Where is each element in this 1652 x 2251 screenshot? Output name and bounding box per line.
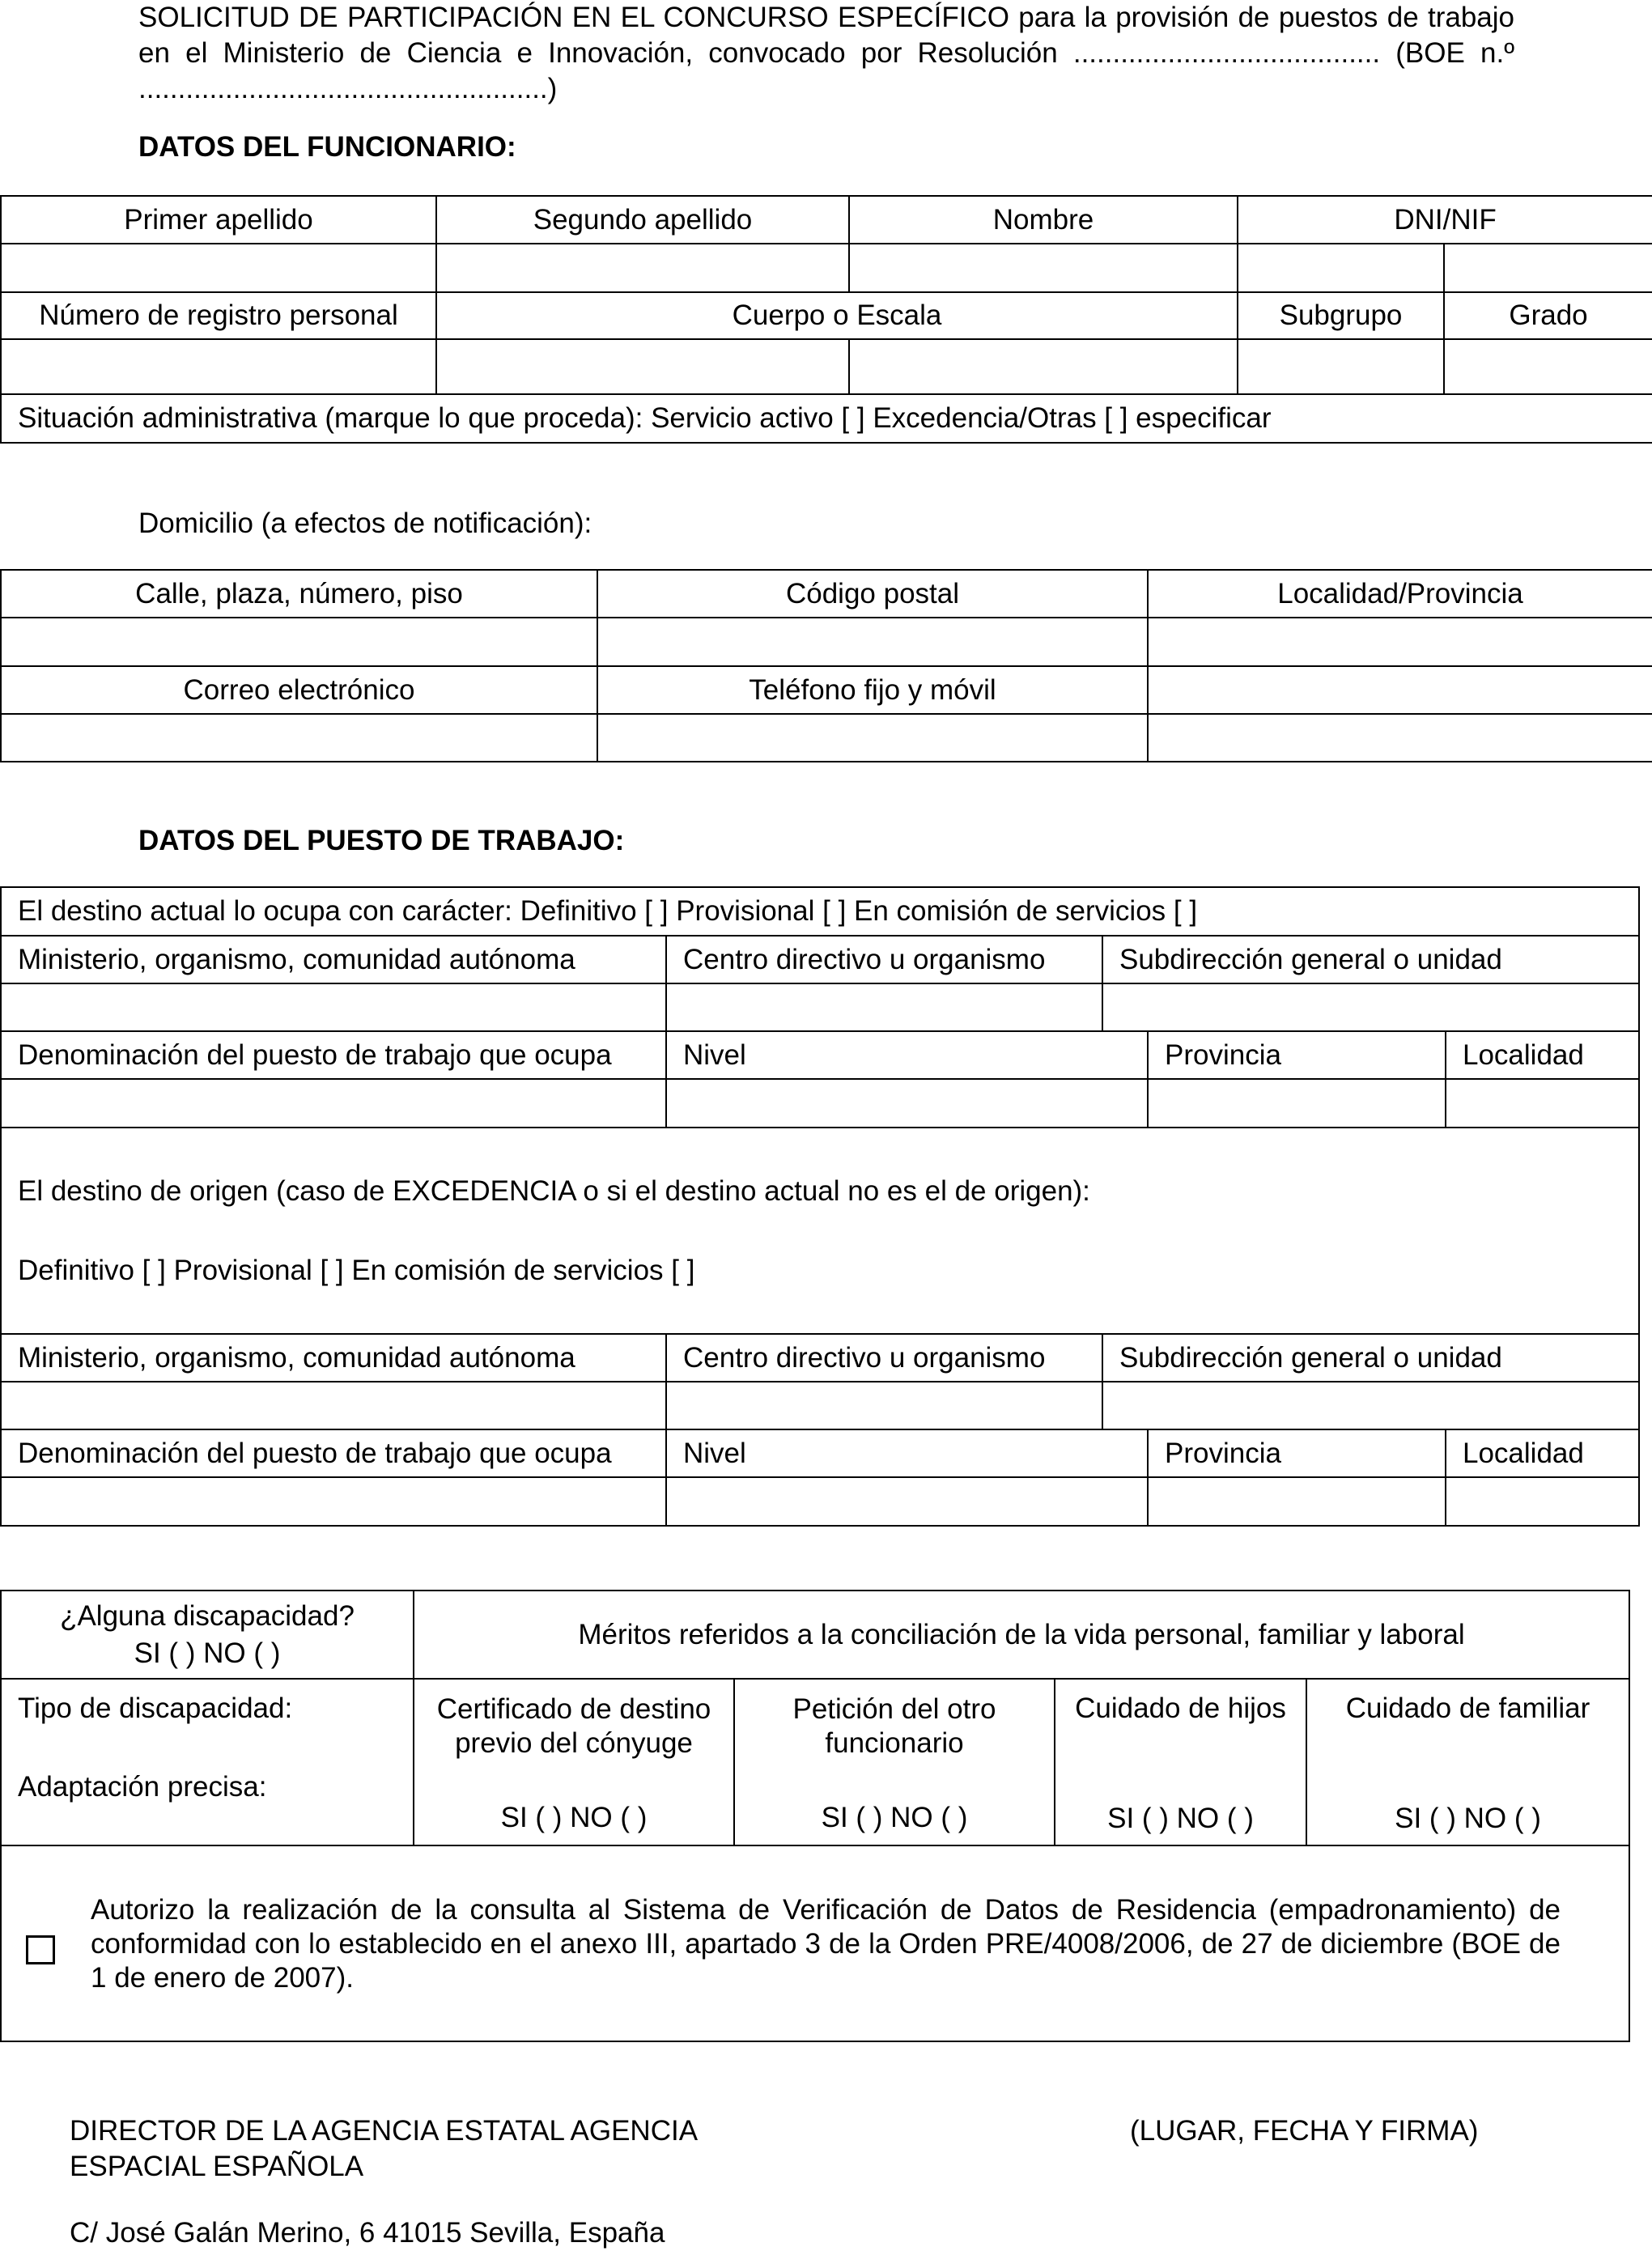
peticion-label: Petición del otro funcionario (792, 1693, 996, 1759)
discapacidad-question: ¿Alguna discapacidad? (60, 1599, 355, 1632)
localidad-label: Localidad/Provincia (1148, 570, 1652, 618)
nivel-label: Nivel (666, 1031, 1148, 1079)
certificado-cell (414, 1679, 734, 1845)
origen-nivel-field[interactable] (666, 1477, 1148, 1526)
discapacidad-sino[interactable]: SI ( ) NO ( ) (134, 1637, 281, 1669)
localidad-field[interactable] (1446, 1079, 1639, 1128)
origen-centro-label: Centro directivo u organismo (666, 1334, 1102, 1382)
discapacidad-cell (1, 1591, 414, 1679)
origen-provincia-label: Provincia (1148, 1429, 1446, 1477)
origen-ministerio-label: Ministerio, organismo, comunidad autónoma (1, 1334, 666, 1382)
segundo-apellido-label: Segundo apellido (436, 196, 849, 244)
domicilio-empty-cell[interactable] (1148, 666, 1652, 714)
meritos-title: Méritos referidos a la conciliación de la vida personal, familiar y laboral (414, 1591, 1629, 1679)
extra-field[interactable] (1148, 714, 1652, 762)
registro-label: Número de registro personal (1, 292, 436, 339)
heading-domicilio: Domicilio (a efectos de notificación): (138, 508, 592, 539)
origen-block (1, 1128, 1639, 1334)
calle-field[interactable] (1, 618, 597, 666)
cuerpo-field-a[interactable] (436, 339, 849, 394)
situacion-row: Situación administrativa (marque lo que proceda): Servicio activo [ ] Excedencia/Otras [ ] especificar (1, 394, 1652, 443)
segundo-apellido-field[interactable] (436, 244, 849, 292)
hijos-label: Cuidado de hijos (1075, 1692, 1286, 1724)
telefono-label: Teléfono fijo y móvil (597, 666, 1148, 714)
localidad-label: Localidad (1446, 1031, 1639, 1079)
origen-localidad-field[interactable] (1446, 1477, 1639, 1526)
funcionario-table (0, 195, 1652, 444)
puesto-table (0, 886, 1640, 1527)
cuerpo-field-b[interactable] (849, 339, 1238, 394)
grado-field[interactable] (1444, 339, 1652, 394)
ministerio-field[interactable] (1, 983, 666, 1031)
hijos-sino[interactable]: SI ( ) NO ( ) (1107, 1803, 1254, 1834)
origen-localidad-label: Localidad (1446, 1429, 1639, 1477)
subdireccion-label: Subdirección general o unidad (1102, 936, 1639, 983)
direccion-text: C/ José Galán Merino, 6 41015 Sevilla, España (70, 2217, 665, 2249)
autorizacion-text: Autorizo la realización de la consulta al Sistema de Verificación de Datos de Residencia (empadronamiento) de conformidad con lo establecido en el anexo III, apartado 3 de la Orden PRE/4008/2006, de 27 de diciembre (BOE de 1 de enero de 2007). (91, 1894, 1561, 1994)
familiar-sino[interactable]: SI ( ) NO ( ) (1395, 1803, 1541, 1834)
provincia-field[interactable] (1148, 1079, 1446, 1128)
calle-label: Calle, plaza, número, piso (1, 570, 597, 618)
tipo-discapacidad-label: Tipo de discapacidad: (18, 1692, 293, 1724)
ministerio-label: Ministerio, organismo, comunidad autónoma (1, 936, 666, 983)
hijos-cell (1055, 1679, 1306, 1845)
heading-puesto: DATOS DEL PUESTO DE TRABAJO: (138, 825, 625, 856)
localidad-field[interactable] (1148, 618, 1652, 666)
origen-denominacion-label: Denominación del puesto de trabajo que ocupa (1, 1429, 666, 1477)
familiar-label: Cuidado de familiar (1345, 1692, 1590, 1724)
firma-text: (LUGAR, FECHA Y FIRMA) (1130, 2115, 1479, 2147)
nivel-field[interactable] (666, 1079, 1148, 1128)
correo-label: Correo electrónico (1, 666, 597, 714)
primer-apellido-label: Primer apellido (1, 196, 436, 244)
origen-options: Definitivo [ ] Provisional [ ] En comisión de servicios [ ] (18, 1254, 695, 1286)
tipo-adaptacion-cell (1, 1679, 414, 1845)
certificado-label: Certificado de destino previo del cónyuge (436, 1693, 711, 1759)
origen-nivel-label: Nivel (666, 1429, 1148, 1477)
primer-apellido-field[interactable] (1, 244, 436, 292)
subgrupo-label: Subgrupo (1238, 292, 1444, 339)
origen-ministerio-field[interactable] (1, 1382, 666, 1429)
domicilio-table (0, 569, 1652, 762)
centro-label: Centro directivo u organismo (666, 936, 1102, 983)
cp-field[interactable] (597, 618, 1148, 666)
actual-caracter-row: El destino actual lo ocupa con carácter: Definitivo [ ] Provisional [ ] En comisión de servicios [ ] (1, 887, 1639, 936)
registro-field[interactable] (1, 339, 436, 394)
adaptacion-label: Adaptación precisa: (18, 1771, 267, 1803)
correo-field[interactable] (1, 714, 597, 762)
familiar-cell (1306, 1679, 1629, 1845)
centro-field[interactable] (666, 983, 1102, 1031)
dni-field-b[interactable] (1444, 244, 1652, 292)
certificado-sino[interactable]: SI ( ) NO ( ) (500, 1802, 648, 1833)
subdireccion-field[interactable] (1102, 983, 1639, 1031)
intro-paragraph: SOLICITUD DE PARTICIPACIÓN EN EL CONCURSO ESPECÍFICO para la provisión de puestos de trabajo en el Ministerio de Ciencia e Innovación, convocado por Resolución ....................................... (BOE n.º ....................................................) (138, 2, 1514, 104)
nombre-label: Nombre (849, 196, 1238, 244)
nombre-field[interactable] (849, 244, 1238, 292)
origen-provincia-field[interactable] (1148, 1477, 1446, 1526)
cuerpo-label: Cuerpo o Escala (436, 292, 1238, 339)
dni-label: DNI/NIF (1238, 196, 1652, 244)
origen-subdireccion-label: Subdirección general o unidad (1102, 1334, 1639, 1382)
provincia-label: Provincia (1148, 1031, 1446, 1079)
origen-centro-field[interactable] (666, 1382, 1102, 1429)
autorizacion-cell (1, 1845, 1629, 2041)
denominacion-label: Denominación del puesto de trabajo que ocupa (1, 1031, 666, 1079)
grado-label: Grado (1444, 292, 1652, 339)
peticion-sino[interactable]: SI ( ) NO ( ) (821, 1802, 968, 1833)
director-text: DIRECTOR DE LA AGENCIA ESTATAL AGENCIA ESPACIAL ESPAÑOLA (70, 2115, 697, 2182)
denominacion-field[interactable] (1, 1079, 666, 1128)
cp-label: Código postal (597, 570, 1148, 618)
autorizacion-checkbox[interactable] (26, 1935, 55, 1964)
subgrupo-field[interactable] (1238, 339, 1444, 394)
origen-text: El destino de origen (caso de EXCEDENCIA o si el destino actual no es el de origen): (18, 1174, 1090, 1207)
meritos-table (0, 1590, 1630, 2042)
peticion-cell (734, 1679, 1055, 1845)
dni-field-a[interactable] (1238, 244, 1444, 292)
heading-funcionario: DATOS DEL FUNCIONARIO: (138, 131, 516, 163)
telefono-field[interactable] (597, 714, 1148, 762)
origen-subdireccion-field[interactable] (1102, 1382, 1639, 1429)
origen-denominacion-field[interactable] (1, 1477, 666, 1526)
